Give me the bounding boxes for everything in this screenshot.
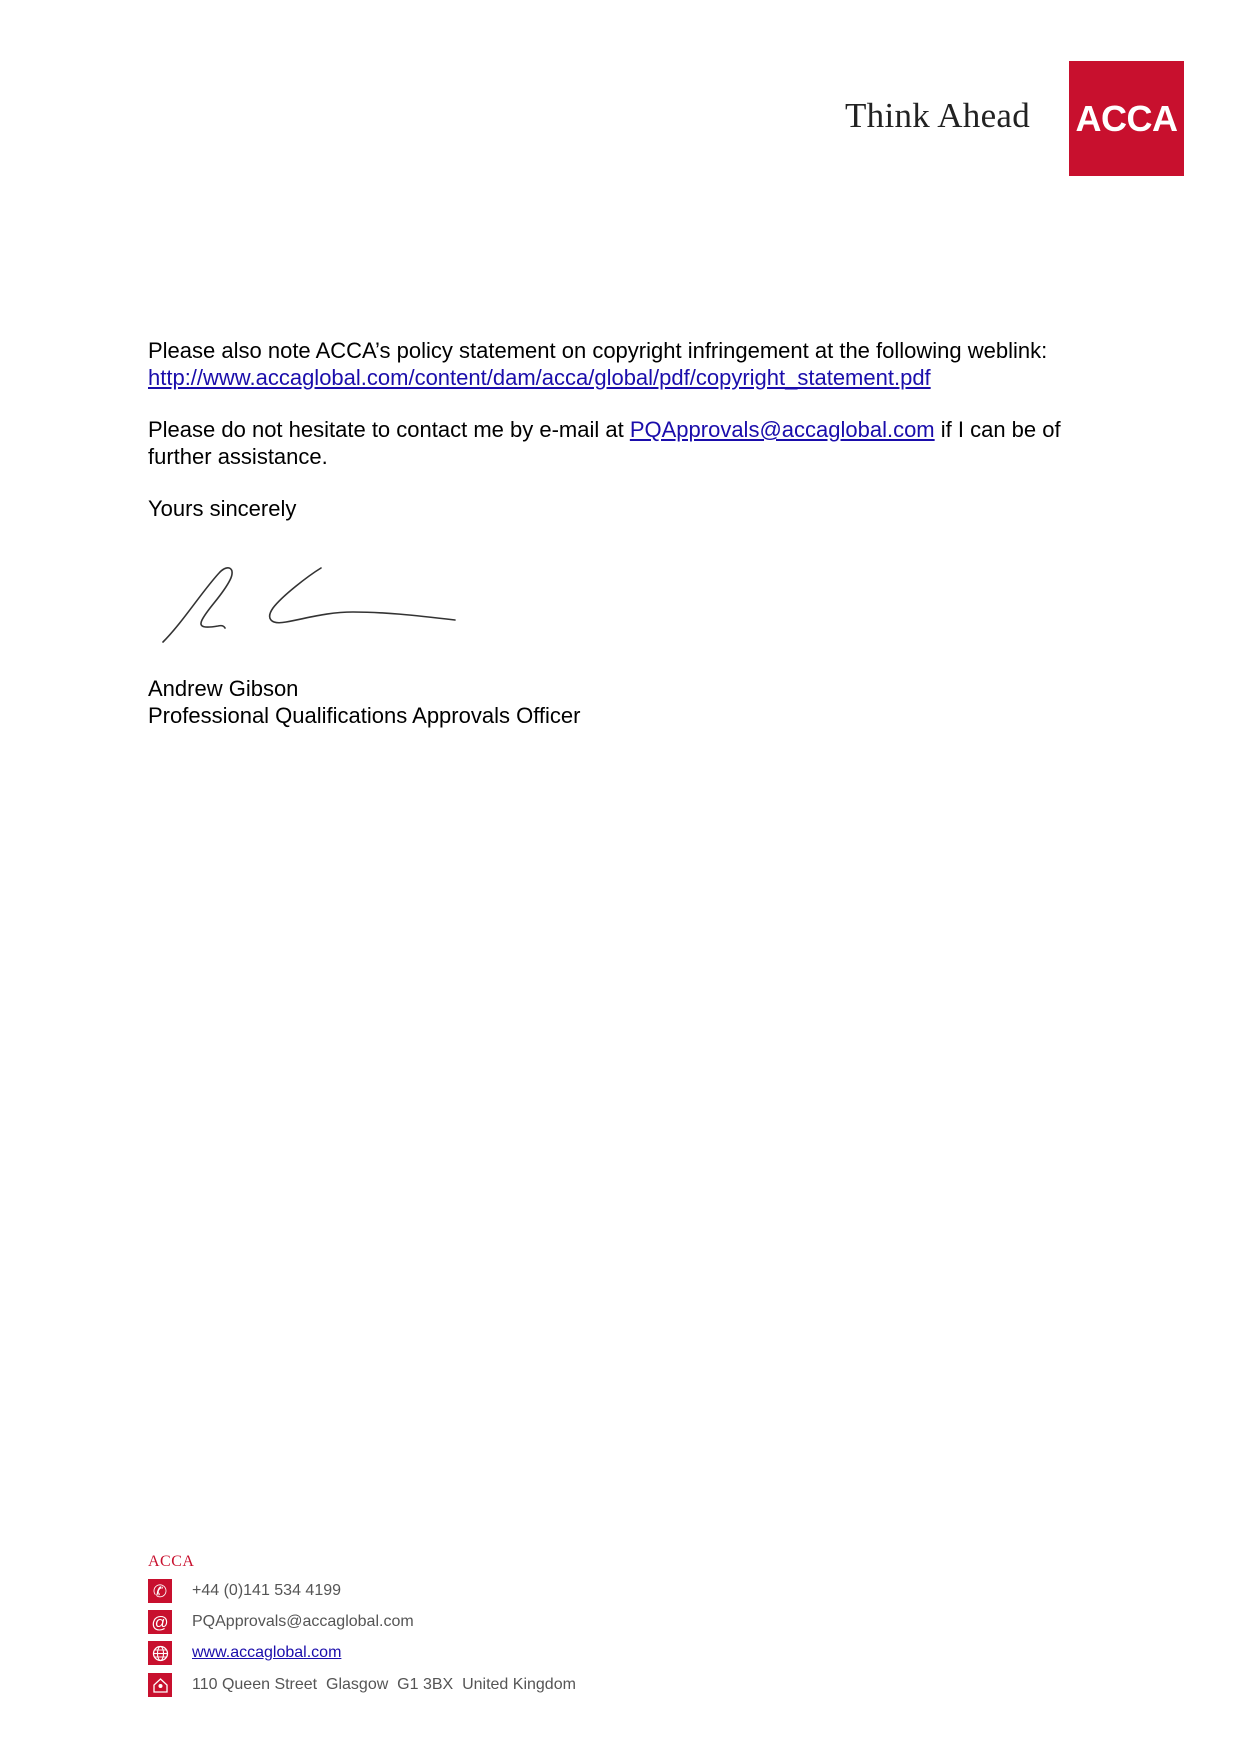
copyright-statement-link[interactable]: http://www.accaglobal.com/content/dam/acca/global/pdf/copyright_statement.pdf [148, 365, 931, 390]
footer-email [148, 1609, 414, 1635]
footer-brand: ACCA [148, 1553, 195, 1570]
contact-text-line2: further assistance. [148, 444, 328, 469]
contact-email-link[interactable]: PQApprovals@accaglobal.com [629, 417, 935, 442]
footer-website [148, 1640, 341, 1666]
location-icon [148, 1673, 172, 1697]
phone-number: +44 (0)141 534 4199 [192, 1582, 342, 1599]
website-link[interactable]: www.accaglobal.com [192, 1644, 342, 1661]
email-address: PQApprovals@accaglobal.com [192, 1613, 414, 1630]
footer-phone [148, 1578, 341, 1604]
signer-name: Andrew Gibson [148, 676, 299, 701]
closing: Yours sincerely [148, 496, 297, 521]
signer-title: Professional Qualifications Approvals Officer [148, 703, 581, 728]
tagline: Think Ahead [845, 96, 1031, 135]
logo-text: ACCA [1075, 97, 1178, 139]
footer-address [148, 1672, 576, 1698]
signature [158, 550, 478, 650]
paragraph-copyright [148, 337, 1108, 391]
email-icon: @ [148, 1610, 172, 1634]
contact-text-end: if I can be of [934, 417, 1061, 442]
globe-icon [148, 1641, 172, 1665]
postal-address: 110 Queen Street Glasgow G1 3BX United Kingdom [192, 1676, 576, 1693]
contact-text: Please do not hesitate to contact me by e-mail at [148, 417, 630, 442]
phone-icon: ✆ [148, 1579, 172, 1603]
copyright-note: Please also note ACCA’s policy statement on copyright infringement at the following weblink: [148, 338, 1048, 363]
acca-logo [1069, 61, 1184, 176]
signature-block [148, 675, 1108, 729]
paragraph-contact [148, 416, 1108, 470]
